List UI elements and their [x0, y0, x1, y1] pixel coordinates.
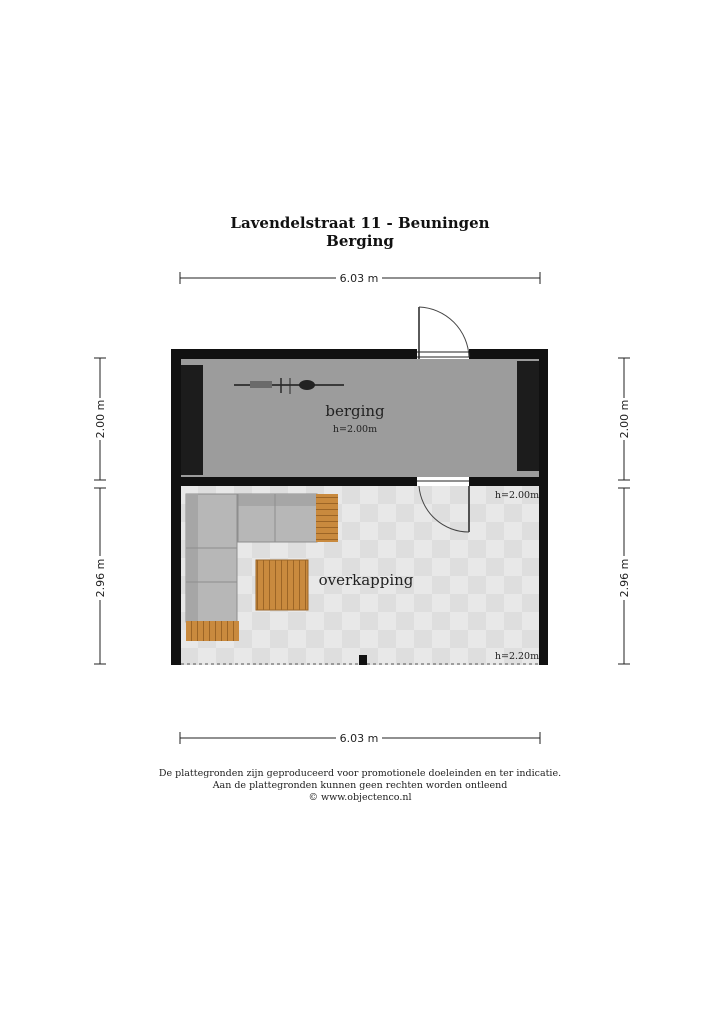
disclaimer-line-2: Aan de plattegronden kunnen geen rechten worden ontleend: [212, 780, 508, 791]
overkapping-label: overkapping: [318, 571, 414, 589]
dimension-bottom-label: 6.03 m: [339, 732, 379, 745]
berging-label: berging: [325, 402, 385, 420]
dimension-right-lower-label: 2.96 m: [618, 558, 631, 598]
left-shelf: [181, 365, 203, 475]
dimension-right: [618, 358, 631, 664]
plan-subtitle: Berging: [326, 232, 394, 250]
dimension-left-lower-label: 2.96 m: [94, 558, 107, 598]
dimension-top: [180, 272, 540, 285]
wooden-table: [256, 560, 308, 610]
overkapping-height-bottom-label: h=2.20m: [494, 651, 540, 662]
dimension-left-upper-label: 2.00 m: [94, 399, 107, 439]
right-shelf: [517, 361, 539, 471]
overkapping-height-top-label: h=2.00m: [494, 490, 540, 501]
berging-height-label: h=2.00m: [332, 424, 378, 435]
post: [359, 655, 367, 665]
dimension-bottom: [180, 732, 540, 745]
disclaimer-line-1: De plattegronden zijn geproduceerd voor promotionele doeleinden en ter indicatie.: [158, 768, 562, 779]
plan-title: Lavendelstraat 11 - Beuningen: [230, 214, 490, 232]
door-top: [417, 307, 469, 359]
disclaimer-line-3: © www.objectenco.nl: [308, 792, 412, 803]
dimension-left: [94, 358, 107, 664]
dimension-right-upper-label: 2.00 m: [618, 399, 631, 439]
dimension-top-label: 6.03 m: [339, 272, 379, 285]
